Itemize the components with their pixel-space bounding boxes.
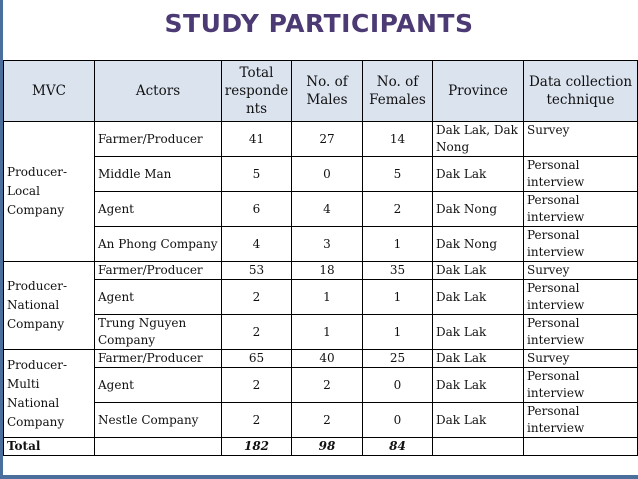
males-cell: 4 xyxy=(292,192,363,227)
province-cell: Dak Lak xyxy=(433,280,524,315)
males-cell: 40 xyxy=(292,350,363,368)
actor-cell: Trung Nguyen Company xyxy=(95,315,222,350)
mvc-cell: Producer-National Company xyxy=(4,262,95,350)
total-cell: 2 xyxy=(222,280,292,315)
total-province-empty xyxy=(433,438,524,456)
actor-cell: Farmer/Producer xyxy=(95,262,222,280)
females-cell: 1 xyxy=(363,280,433,315)
technique-cell: Personal interview xyxy=(524,368,638,403)
technique-cell: Personal interview xyxy=(524,280,638,315)
table-row xyxy=(4,368,638,403)
actor-cell: Agent xyxy=(95,192,222,227)
province-cell: Dak Nong xyxy=(433,192,524,227)
province-cell: Dak Nong xyxy=(433,227,524,262)
males-cell: 1 xyxy=(292,315,363,350)
bottom-accent-bar xyxy=(0,475,638,479)
header-row xyxy=(4,61,638,122)
males-cell: 2 xyxy=(292,368,363,403)
total-actor-empty xyxy=(95,438,222,456)
header-males: No. of Males xyxy=(292,61,363,122)
province-cell: Dak Lak xyxy=(433,315,524,350)
province-cell: Dak Lak xyxy=(433,157,524,192)
header-mvc: MVC xyxy=(4,61,95,122)
females-cell: 0 xyxy=(363,403,433,438)
province-cell: Dak Lak xyxy=(433,403,524,438)
females-cell: 2 xyxy=(363,192,433,227)
males-cell: 3 xyxy=(292,227,363,262)
females-cell: 25 xyxy=(363,350,433,368)
total-cell: 41 xyxy=(222,122,292,157)
actor-cell: Agent xyxy=(95,280,222,315)
total-label: Total xyxy=(4,438,95,456)
males-cell: 27 xyxy=(292,122,363,157)
technique-cell: Survey xyxy=(524,122,638,157)
province-cell: Dak Lak xyxy=(433,368,524,403)
females-cell: 35 xyxy=(363,262,433,280)
total-cell: 6 xyxy=(222,192,292,227)
actor-cell: Farmer/Producer xyxy=(95,350,222,368)
females-cell: 14 xyxy=(363,122,433,157)
total-cell: 53 xyxy=(222,262,292,280)
total-respondents: 182 xyxy=(222,438,292,456)
actor-cell: Nestle Company xyxy=(95,403,222,438)
males-cell: 1 xyxy=(292,280,363,315)
header-females: No. of Females xyxy=(363,61,433,122)
total-row xyxy=(4,438,638,456)
table-row xyxy=(4,227,638,262)
header-technique: Data collection technique xyxy=(524,61,638,122)
technique-cell: Survey xyxy=(524,262,638,280)
table-row xyxy=(4,280,638,315)
province-cell: Dak Lak xyxy=(433,350,524,368)
province-cell: Dak Lak xyxy=(433,262,524,280)
females-cell: 1 xyxy=(363,315,433,350)
header-total: Total responde nts xyxy=(222,61,292,122)
total-technique-empty xyxy=(524,438,638,456)
header-actors: Actors xyxy=(95,61,222,122)
participants-table xyxy=(3,60,638,456)
table-row xyxy=(4,350,638,368)
table-row xyxy=(4,157,638,192)
total-cell: 2 xyxy=(222,403,292,438)
table-row xyxy=(4,192,638,227)
total-cell: 2 xyxy=(222,315,292,350)
total-cell: 5 xyxy=(222,157,292,192)
mvc-cell: Producer-Local Company xyxy=(4,122,95,262)
males-cell: 2 xyxy=(292,403,363,438)
table-row xyxy=(4,122,638,157)
total-males: 98 xyxy=(292,438,363,456)
technique-cell: Personal interview xyxy=(524,227,638,262)
actor-cell: Farmer/Producer xyxy=(95,122,222,157)
technique-cell: Personal interview xyxy=(524,157,638,192)
technique-cell: Personal interview xyxy=(524,315,638,350)
total-cell: 2 xyxy=(222,368,292,403)
technique-cell: Survey xyxy=(524,350,638,368)
total-females: 84 xyxy=(363,438,433,456)
technique-cell: Personal interview xyxy=(524,192,638,227)
total-cell: 4 xyxy=(222,227,292,262)
table-row xyxy=(4,403,638,438)
actor-cell: An Phong Company xyxy=(95,227,222,262)
technique-cell: Personal interview xyxy=(524,403,638,438)
total-cell: 65 xyxy=(222,350,292,368)
males-cell: 0 xyxy=(292,157,363,192)
header-province: Province xyxy=(433,61,524,122)
males-cell: 18 xyxy=(292,262,363,280)
table-row xyxy=(4,315,638,350)
table-row xyxy=(4,262,638,280)
females-cell: 5 xyxy=(363,157,433,192)
actor-cell: Agent xyxy=(95,368,222,403)
females-cell: 1 xyxy=(363,227,433,262)
province-cell: Dak Lak, Dak Nong xyxy=(433,122,524,157)
page-title: STUDY PARTICIPANTS xyxy=(164,9,474,38)
females-cell: 0 xyxy=(363,368,433,403)
actor-cell: Middle Man xyxy=(95,157,222,192)
mvc-cell: Producer-Multi National Company xyxy=(4,350,95,438)
